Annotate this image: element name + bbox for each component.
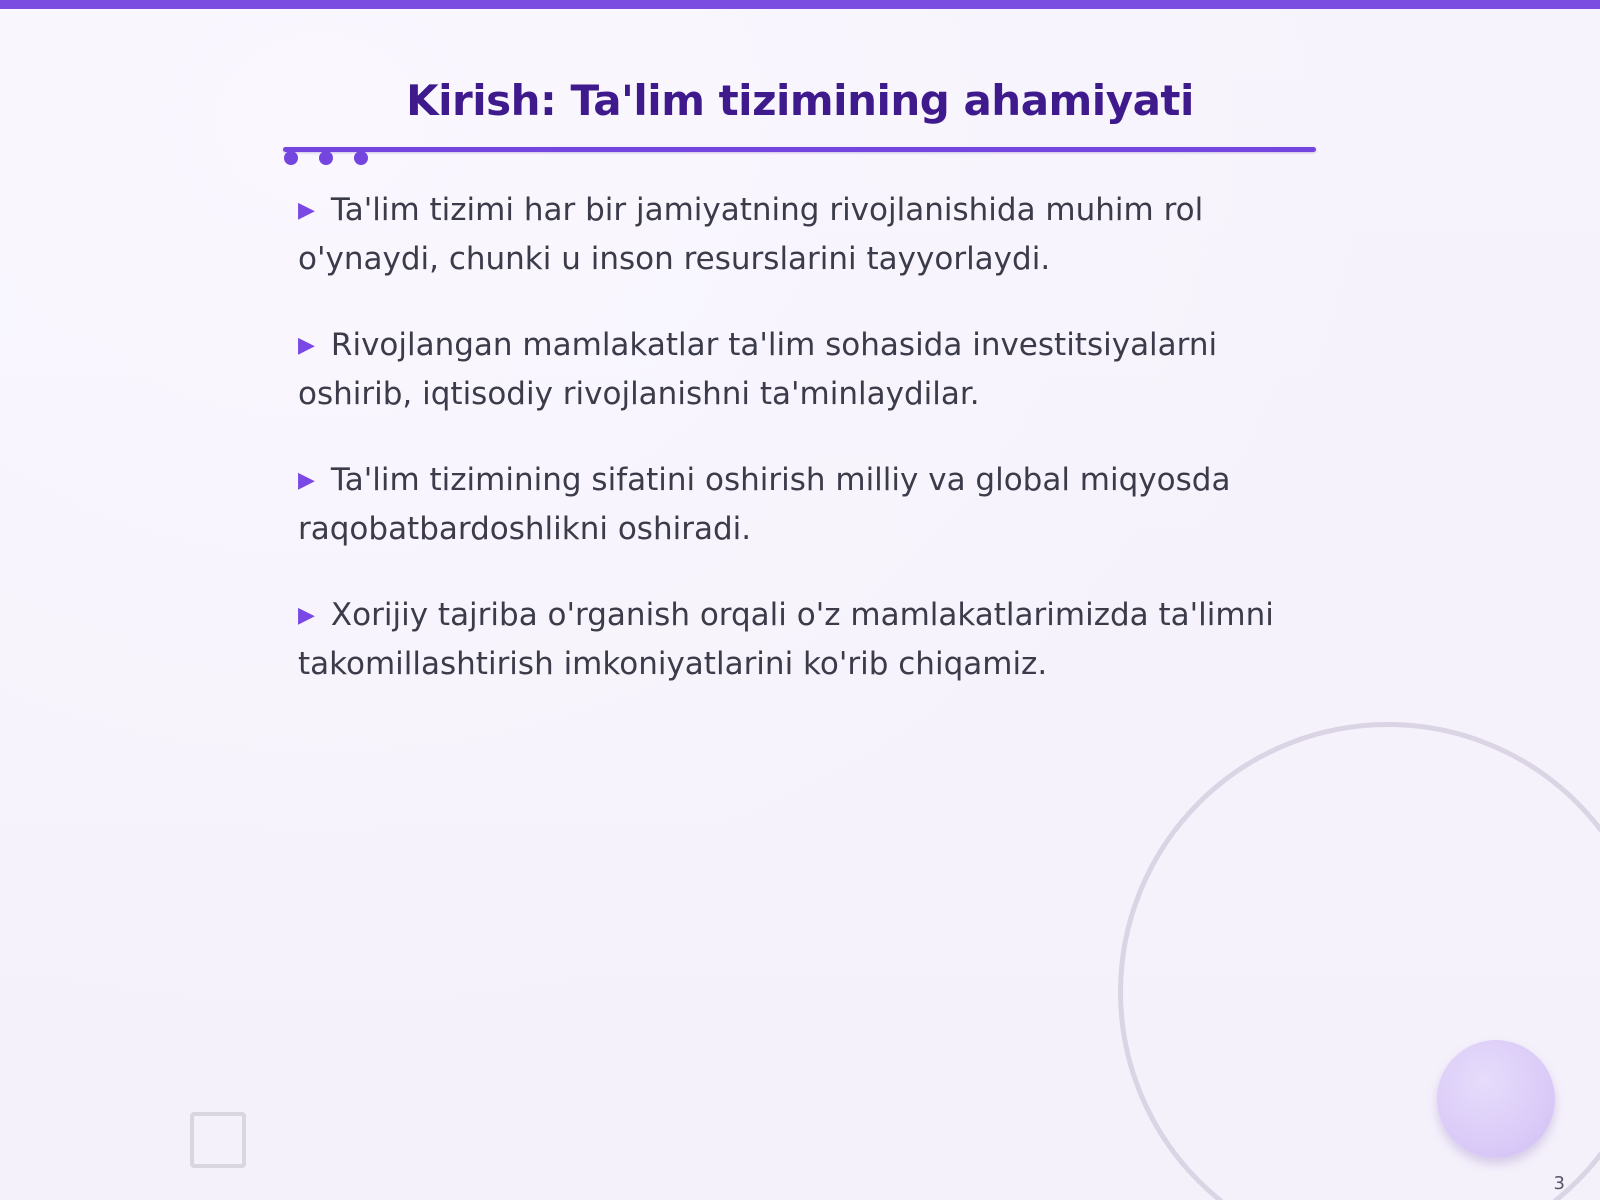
- top-accent-bar: [0, 0, 1600, 9]
- decor-dot: [354, 151, 368, 165]
- decor-dot: [319, 151, 333, 165]
- bullet-list: [298, 186, 1298, 726]
- bullet-text: Xorijiy tajriba o'rganish orqali o'z mamlakatlarimizda ta'limni takomillashtirish imkoniyatlarini ko'rib chiqamiz.: [298, 597, 1274, 682]
- bullet-item: [298, 456, 1298, 553]
- decor-dot: [284, 151, 298, 165]
- bullet-arrow-icon: ▶: [298, 198, 315, 223]
- bullet-text: Ta'lim tizimining sifatini oshirish milliy va global miqyosda raqobatbardoshlikni oshiradi.: [298, 462, 1231, 547]
- bullet-arrow-icon: ▶: [298, 468, 315, 493]
- bullet-arrow-icon: ▶: [298, 603, 315, 628]
- bullet-item: [298, 321, 1298, 418]
- page-number: 3: [1553, 1173, 1565, 1194]
- decor-bubble: [1437, 1040, 1555, 1158]
- decor-square: [190, 1112, 246, 1168]
- bullet-item: [298, 591, 1298, 688]
- bullet-text: Rivojlangan mamlakatlar ta'lim sohasida investitsiyalarni oshirib, iqtisodiy rivojlanishni ta'minlaydilar.: [298, 327, 1218, 412]
- bullet-item: [298, 186, 1298, 283]
- title-underline: [283, 147, 1316, 152]
- bullet-text: Ta'lim tizimi har bir jamiyatning rivojlanishida muhim rol o'ynaydi, chunki u inson resurslarini tayyorlaydi.: [298, 192, 1204, 277]
- slide-title: Kirish: Ta'lim tizimining ahamiyati: [406, 76, 1194, 125]
- bullet-arrow-icon: ▶: [298, 333, 315, 358]
